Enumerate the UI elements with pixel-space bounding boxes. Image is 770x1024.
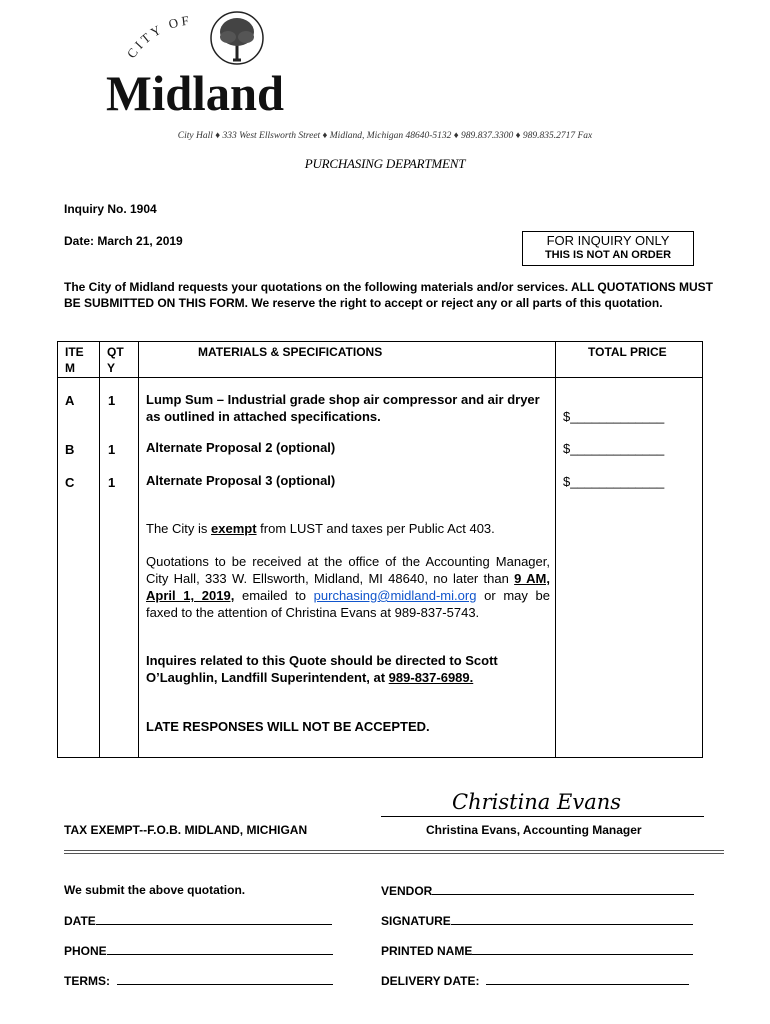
row-c-description: Alternate Proposal 3 (optional) [146,473,336,488]
intro-paragraph: The City of Midland requests your quotations on the following materials and/or services. ALL QUOTATIONS MUST BE SUBMITTED ON THIS FORM. We reserve the right to accept or reject any or all parts of this quotation. [64,280,713,310]
city-of-midland-logo [100,4,290,116]
svg-text:CITY OF [124,12,193,60]
inquiry-box-line2: THIS IS NOT AN ORDER [544,249,672,261]
header-total-price: TOTAL PRICE [588,345,667,359]
address-line: City Hall ♦ 333 West Ellsworth Street ♦ Midland, Michigan 48640-5132 ♦ 989.837.3300 ♦ 989.835.2717 Fax [177,131,593,141]
submission-instructions: Quotations to be received at the office of the Accounting Manager, City Hall, 333 W. Ellsworth, Midland, MI 48640, no later than 9 AM, April 1, 2019, emailed to purchasing@midland-mi.org or may be faxed to the attention of Christina Evans at 989-837-5743. [146,554,550,620]
signature-script: Christina Evans [452,790,622,814]
column-divider [99,342,100,757]
row-b-item: B [65,442,75,457]
row-a-item: A [65,393,75,408]
header-divider [58,377,702,378]
vendor-field[interactable]: VENDOR [381,883,694,898]
delivery-date-field[interactable]: DELIVERY DATE: [381,973,689,988]
submit-statement: We submit the above quotation. [64,883,246,897]
accounting-manager: Christina Evans, Accounting Manager [426,823,642,837]
row-a-price[interactable]: $_____________ [563,409,665,424]
row-b-qty: 1 [108,442,116,457]
row-a-qty: 1 [108,393,116,408]
divider-line [64,853,724,854]
logo-midland-text: Midland [106,65,285,116]
late-responses-note: LATE RESPONSES WILL NOT BE ACCEPTED. [146,719,430,734]
department-title: PURCHASING DEPARTMENT [304,156,466,171]
inquiry-only-box [522,231,694,266]
signature-field[interactable]: SIGNATURE [381,913,693,928]
inquiry-date: Date: March 21, 2019 [64,234,183,248]
row-c-item: C [65,475,75,490]
inquiry-box-line1: FOR INQUIRY ONLY [546,233,670,248]
tax-exempt-note: The City is exempt from LUST and taxes per Public Act 403. [146,521,495,536]
column-divider [138,342,139,757]
terms-field[interactable]: TERMS: [64,973,333,988]
row-b-price[interactable]: $_____________ [563,441,665,456]
inquiry-number: Inquiry No. 1904 [64,202,157,216]
phone-field[interactable]: PHONE [64,943,333,958]
column-divider [555,342,556,757]
inquiry-contact: Inquires related to this Quote should be directed to Scott O’Laughlin, Landfill Superintendent, at 989-837-6989. [146,653,498,685]
divider-line [64,850,724,851]
row-c-price[interactable]: $_____________ [563,474,665,489]
row-a-description: Lump Sum – Industrial grade shop air compressor and air dryer as outlined in attached specifications. [146,392,540,424]
row-c-qty: 1 [108,475,116,490]
tax-exempt-fob: TAX EXEMPT--F.O.B. MIDLAND, MICHIGAN [64,823,308,837]
header-qty: QT Y [107,345,124,375]
row-b-description: Alternate Proposal 2 (optional) [146,440,336,455]
signature-line [381,816,704,817]
contact-phone: 989-837-6989. [388,670,474,685]
date-field[interactable]: DATE [64,913,332,928]
header-item: ITE M [65,345,84,375]
quotation-table [57,341,703,758]
email-link[interactable]: purchasing@midland-mi.org [313,588,477,603]
deadline: 9 AM, April 1, 2019, [146,571,550,603]
header-materials: MATERIALS & SPECIFICATIONS [198,345,383,359]
logo-city-text: CITY OF [123,12,193,61]
printed-name-field[interactable]: PRINTED NAME [381,943,693,958]
